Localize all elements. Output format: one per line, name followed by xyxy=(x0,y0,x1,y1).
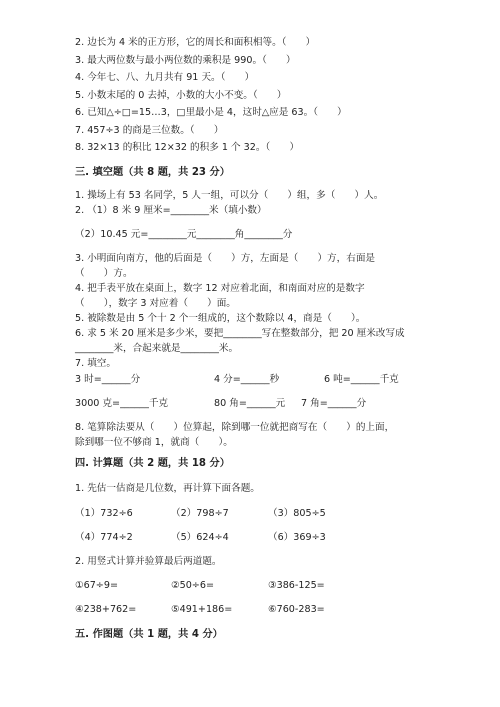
calc-item-4: （4）774÷2 xyxy=(75,532,133,543)
section-3-title: 三. 填空题（共 8 题，共 23 分） xyxy=(75,167,230,178)
fill-line-4b: （ ），数字 3 对应着（ ）面。 xyxy=(75,298,236,309)
judgement-item-4: 4. 今年七、八、九月共有 91 天。（ ） xyxy=(75,72,255,83)
fill-line-8: 8. 笔算除法要从（ ）位算起，除到哪一位就把商写在（ ）的上面， xyxy=(75,422,395,433)
section-5-title: 五. 作图题（共 1 题，共 4 分） xyxy=(75,629,223,640)
calc-item-3: （3）805÷5 xyxy=(268,508,326,519)
section-4-title: 四. 计算题（共 2 题，共 18 分） xyxy=(75,458,230,469)
judgement-item-6: 6. 已知△÷□=15…3，□里最小是 4，这时△应是 63。（ ） xyxy=(75,107,347,118)
fill-line-2b: （2）10.45 元=________元________角________分 xyxy=(75,229,293,240)
fill-item-jiao-yuan: 80 角=______元 xyxy=(214,398,286,409)
calc-item-2: （2）798÷7 xyxy=(171,508,229,519)
calc-question-2: 2. 用竖式计算并验算最后两道题。 xyxy=(75,556,222,567)
vertical-calc-2: ②50÷6= xyxy=(171,580,214,591)
judgement-item-5: 5. 小数末尾的 0 去掉，小数的大小不变。（ ） xyxy=(75,90,287,101)
fill-item-hours: 3 时=______分 xyxy=(75,374,141,385)
calc-item-6: （6）369÷3 xyxy=(268,532,326,543)
fill-line-3: 3. 小明面向南方，他的后面是（ ）方，左面是（ ）方，右面是 xyxy=(75,253,376,264)
fill-line-5: 5. 被除数是由 5 个十 2 个一组成的，这个数除以 4，商是（ ）。 xyxy=(75,313,366,324)
fill-line-3b: （ ）方。 xyxy=(75,268,133,279)
vertical-calc-4: ④238+762= xyxy=(75,604,137,615)
calc-question-1: 1. 先估一估商是几位数，再计算下面各题。 xyxy=(75,483,260,494)
fill-line-8b: 除到哪一位不够商 1，就商（ ）。 xyxy=(75,437,233,448)
fill-line-6b: ________米，合起来就是________米。 xyxy=(75,343,239,354)
fill-line-7: 7. 填空。 xyxy=(75,358,116,369)
vertical-calc-6: ⑥760-283= xyxy=(268,604,325,615)
fill-line-1: 1. 操场上有 53 名同学，5 人一组，可以分（ ）组，多（ ）人。 xyxy=(75,190,384,201)
fill-item-minutes: 4 分=______秒 xyxy=(214,374,280,385)
calc-item-1: （1）732÷6 xyxy=(75,508,133,519)
vertical-calc-5: ⑤491+186= xyxy=(171,604,233,615)
fill-item-jiao-fen: 7 角=______分 xyxy=(301,398,367,409)
judgement-item-3: 3. 最大两位数与最小两位数的乘积是 990。（ ） xyxy=(75,55,296,66)
calc-item-5: （5）624÷4 xyxy=(171,532,229,543)
judgement-item-8: 8. 32×13 的积比 12×32 的积多 1 个 32。（ ） xyxy=(75,142,300,153)
vertical-calc-1: ①67÷9= xyxy=(75,580,118,591)
judgement-item-2: 2. 边长为 4 米的正方形，它的周长和面积相等。（ ） xyxy=(75,37,316,48)
judgement-item-7: 7. 457÷3 的商是三位数。（ ） xyxy=(75,125,224,136)
vertical-calc-3: ③386-125= xyxy=(268,580,325,591)
fill-item-tons: 6 吨=______千克 xyxy=(324,374,399,385)
fill-line-4: 4. 把手表平放在桌面上，数字 12 对应着北面，和南面对应的是数字 xyxy=(75,283,365,294)
fill-line-2: 2. （1）8 米 9 厘米=________米（填小数） xyxy=(75,205,267,216)
fill-item-grams: 3000 克=______千克 xyxy=(75,398,169,409)
fill-line-6: 6. 求 5 米 20 厘米是多少米，要把________写在整数部分，把 20 厘米改写成 xyxy=(75,328,405,339)
